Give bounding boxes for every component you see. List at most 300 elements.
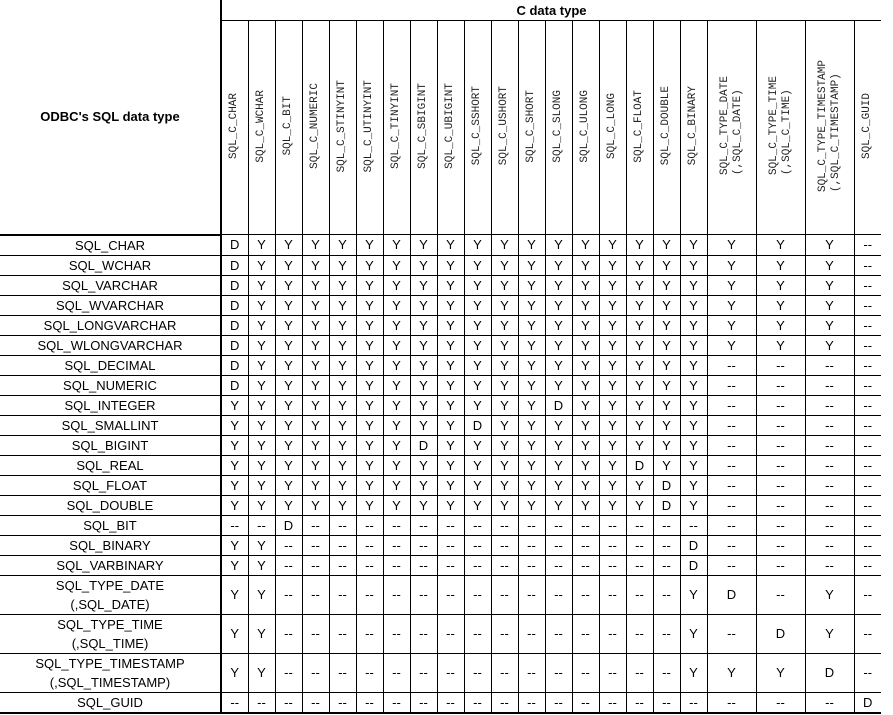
table-cell: --	[805, 435, 854, 455]
table-row	[0, 235, 881, 256]
table-cell: Y	[464, 435, 491, 455]
table-cell: Y	[248, 335, 275, 355]
table-cell: Y	[437, 435, 464, 455]
table-cell: Y	[680, 375, 707, 395]
table-cell: Y	[383, 355, 410, 375]
table-cell: Y	[518, 395, 545, 415]
table-cell: --	[599, 692, 626, 713]
row-label: SQL_TYPE_TIMESTAMP (,SQL_TIMESTAMP)	[0, 653, 221, 692]
table-cell: Y	[302, 315, 329, 335]
table-cell: Y	[518, 375, 545, 395]
table-cell: --	[854, 295, 881, 315]
column-header-label: SQL_C_CHAR	[228, 92, 241, 159]
table-cell: --	[275, 575, 302, 614]
table-cell: Y	[572, 495, 599, 515]
table-row	[0, 255, 881, 275]
table-cell: Y	[302, 375, 329, 395]
table-cell: --	[383, 692, 410, 713]
table-cell: Y	[356, 475, 383, 495]
table-cell: --	[653, 515, 680, 535]
table-cell: --	[572, 555, 599, 575]
table-cell: Y	[572, 295, 599, 315]
table-cell: --	[756, 355, 805, 375]
table-cell: --	[491, 653, 518, 692]
table-cell: Y	[680, 435, 707, 455]
table-cell: Y	[356, 235, 383, 256]
table-cell: --	[572, 614, 599, 653]
table-cell: Y	[248, 495, 275, 515]
table-cell: Y	[545, 495, 572, 515]
table-cell: Y	[572, 375, 599, 395]
table-cell: Y	[680, 415, 707, 435]
table-cell: Y	[275, 255, 302, 275]
table-cell: --	[329, 515, 356, 535]
table-cell: Y	[383, 435, 410, 455]
table-cell: --	[302, 515, 329, 535]
table-cell: Y	[599, 255, 626, 275]
table-cell: Y	[329, 495, 356, 515]
table-cell: --	[572, 653, 599, 692]
column-header-label: SQL_C_NUMERIC	[309, 83, 321, 169]
table-cell: Y	[410, 335, 437, 355]
table-cell: --	[464, 614, 491, 653]
table-cell: Y	[302, 295, 329, 315]
table-cell: --	[356, 614, 383, 653]
column-header-label: SQL_C_SBIGINT	[417, 83, 429, 169]
table-cell: --	[248, 692, 275, 713]
table-cell: Y	[383, 395, 410, 415]
table-cell: --	[410, 555, 437, 575]
table-cell: --	[302, 535, 329, 555]
table-cell: --	[626, 575, 653, 614]
table-cell: --	[275, 614, 302, 653]
table-cell: Y	[383, 255, 410, 275]
table-cell: Y	[410, 455, 437, 475]
table-cell: Y	[599, 355, 626, 375]
table-cell: --	[854, 515, 881, 535]
table-cell: --	[329, 535, 356, 555]
table-row	[0, 475, 881, 495]
table-cell: Y	[437, 235, 464, 256]
table-cell: Y	[410, 395, 437, 415]
column-header	[464, 21, 491, 235]
table-cell: Y	[302, 355, 329, 375]
table-cell: D	[545, 395, 572, 415]
table-row	[0, 495, 881, 515]
table-cell: --	[854, 614, 881, 653]
table-cell: --	[248, 515, 275, 535]
table-cell: Y	[805, 315, 854, 335]
table-cell: --	[626, 653, 653, 692]
table-cell: --	[756, 475, 805, 495]
table-cell: --	[545, 692, 572, 713]
table-cell: --	[491, 614, 518, 653]
table-cell: Y	[275, 455, 302, 475]
table-cell: D	[680, 535, 707, 555]
table-cell: --	[626, 535, 653, 555]
table-cell: Y	[248, 295, 275, 315]
table-cell: --	[854, 435, 881, 455]
table-cell: --	[626, 692, 653, 713]
table-cell: Y	[626, 375, 653, 395]
table-cell: --	[599, 555, 626, 575]
table-cell: Y	[599, 275, 626, 295]
table-cell: Y	[518, 275, 545, 295]
row-label: SQL_WLONGVARCHAR	[0, 335, 221, 355]
table-cell: --	[756, 535, 805, 555]
table-cell: Y	[275, 355, 302, 375]
table-cell: Y	[464, 455, 491, 475]
column-header-label: SQL_C_GUID	[861, 92, 874, 159]
table-cell: Y	[680, 315, 707, 335]
table-cell: --	[464, 555, 491, 575]
table-cell: Y	[599, 495, 626, 515]
table-cell: Y	[356, 455, 383, 475]
table-cell: Y	[221, 475, 248, 495]
table-cell: Y	[805, 295, 854, 315]
table-cell: Y	[680, 455, 707, 475]
table-cell: D	[707, 575, 756, 614]
column-header	[491, 21, 518, 235]
column-header	[275, 21, 302, 235]
table-cell: Y	[805, 335, 854, 355]
table-cell: Y	[248, 535, 275, 555]
column-header-label: SQL_C_SSHORT	[471, 86, 483, 166]
table-cell: Y	[491, 255, 518, 275]
table-cell: --	[410, 575, 437, 614]
table-cell: Y	[356, 375, 383, 395]
table-cell: Y	[491, 295, 518, 315]
table-row	[0, 653, 881, 692]
table-cell: Y	[329, 275, 356, 295]
table-cell: Y	[302, 235, 329, 256]
table-cell: --	[854, 255, 881, 275]
table-cell: --	[329, 692, 356, 713]
table-cell: Y	[437, 395, 464, 415]
table-cell: --	[329, 614, 356, 653]
table-cell: Y	[707, 295, 756, 315]
table-cell: Y	[626, 315, 653, 335]
table-cell: Y	[599, 475, 626, 495]
table-cell: --	[437, 614, 464, 653]
table-cell: --	[854, 395, 881, 415]
table-cell: Y	[518, 335, 545, 355]
table-cell: --	[599, 575, 626, 614]
table-cell: Y	[221, 555, 248, 575]
table-cell: Y	[221, 455, 248, 475]
table-cell: D	[854, 692, 881, 713]
table-cell: --	[410, 614, 437, 653]
table-cell: Y	[707, 275, 756, 295]
table-cell: D	[221, 255, 248, 275]
table-cell: Y	[599, 335, 626, 355]
table-cell: Y	[464, 315, 491, 335]
table-cell: Y	[653, 375, 680, 395]
column-header-label: SQL_C_UBIGINT	[444, 83, 456, 169]
table-cell: Y	[518, 355, 545, 375]
row-label: SQL_BIT	[0, 515, 221, 535]
table-cell: Y	[680, 395, 707, 415]
table-cell: --	[383, 515, 410, 535]
table-cell: Y	[756, 653, 805, 692]
table-cell: Y	[221, 575, 248, 614]
table-cell: --	[805, 455, 854, 475]
table-cell: Y	[545, 355, 572, 375]
column-header	[545, 21, 572, 235]
table-cell: --	[437, 653, 464, 692]
row-label: SQL_TYPE_DATE (,SQL_DATE)	[0, 575, 221, 614]
table-cell: --	[518, 575, 545, 614]
table-cell: --	[707, 614, 756, 653]
table-cell: D	[221, 275, 248, 295]
table-cell: --	[545, 614, 572, 653]
table-cell: --	[626, 555, 653, 575]
table-cell: --	[707, 475, 756, 495]
table-cell: --	[854, 235, 881, 256]
row-label: SQL_SMALLINT	[0, 415, 221, 435]
table-cell: Y	[545, 315, 572, 335]
table-cell: Y	[248, 475, 275, 495]
table-cell: --	[805, 535, 854, 555]
table-cell: Y	[221, 415, 248, 435]
table-cell: --	[302, 575, 329, 614]
table-cell: Y	[545, 235, 572, 256]
table-cell: Y	[221, 653, 248, 692]
table-cell: --	[626, 515, 653, 535]
table-cell: --	[275, 555, 302, 575]
table-cell: Y	[599, 395, 626, 415]
column-header	[356, 21, 383, 235]
table-cell: --	[545, 653, 572, 692]
table-cell: --	[653, 692, 680, 713]
table-cell: Y	[626, 235, 653, 256]
table-cell: Y	[437, 355, 464, 375]
column-header-label: SQL_C_DOUBLE	[660, 86, 672, 166]
column-header	[572, 21, 599, 235]
table-cell: --	[464, 692, 491, 713]
table-cell: --	[707, 515, 756, 535]
table-cell: --	[464, 515, 491, 535]
table-cell: --	[356, 692, 383, 713]
column-header	[653, 21, 680, 235]
table-cell: --	[854, 275, 881, 295]
table-cell: Y	[356, 395, 383, 415]
column-header-label: SQL_C_BINARY	[687, 86, 699, 166]
table-cell: --	[680, 692, 707, 713]
table-cell: --	[854, 355, 881, 375]
table-cell: Y	[707, 335, 756, 355]
column-header-label: SQL_C_UTINYINT	[363, 79, 375, 173]
table-cell: Y	[756, 235, 805, 256]
table-cell: Y	[275, 295, 302, 315]
table-cell: --	[805, 395, 854, 415]
table-cell: Y	[275, 475, 302, 495]
table-cell: Y	[599, 235, 626, 256]
table-cell: Y	[329, 395, 356, 415]
table-cell: --	[599, 614, 626, 653]
table-cell: --	[356, 653, 383, 692]
table-cell: Y	[626, 395, 653, 415]
table-cell: Y	[410, 415, 437, 435]
table-cell: Y	[680, 475, 707, 495]
column-header	[518, 21, 545, 235]
table-cell: Y	[572, 275, 599, 295]
table-cell: --	[518, 692, 545, 713]
row-label: SQL_WVARCHAR	[0, 295, 221, 315]
table-cell: Y	[626, 495, 653, 515]
table-cell: Y	[626, 475, 653, 495]
table-cell: --	[756, 555, 805, 575]
column-header	[437, 21, 464, 235]
table-cell: --	[854, 535, 881, 555]
table-cell: Y	[707, 315, 756, 335]
table-cell: Y	[491, 275, 518, 295]
table-cell: --	[275, 653, 302, 692]
table-cell: --	[707, 435, 756, 455]
table-cell: --	[383, 614, 410, 653]
table-cell: Y	[626, 415, 653, 435]
table-cell: Y	[680, 235, 707, 256]
table-cell: Y	[329, 375, 356, 395]
table-cell: Y	[437, 255, 464, 275]
table-cell: Y	[410, 315, 437, 335]
table-cell: --	[707, 455, 756, 475]
table-cell: Y	[302, 475, 329, 495]
table-row	[0, 395, 881, 415]
row-label: SQL_TYPE_TIME (,SQL_TIME)	[0, 614, 221, 653]
table-cell: Y	[464, 495, 491, 515]
table-cell: --	[410, 515, 437, 535]
table-cell: --	[356, 515, 383, 535]
table-cell: Y	[329, 315, 356, 335]
table-cell: Y	[653, 275, 680, 295]
table-cell: Y	[572, 395, 599, 415]
table-cell: Y	[464, 475, 491, 495]
table-cell: Y	[464, 255, 491, 275]
column-header	[410, 21, 437, 235]
table-cell: --	[756, 575, 805, 614]
table-cell: Y	[518, 495, 545, 515]
table-row	[0, 295, 881, 315]
table-cell: --	[572, 575, 599, 614]
row-header-label: ODBC's SQL data type	[0, 0, 221, 235]
table-cell: --	[464, 575, 491, 614]
table-cell: Y	[626, 355, 653, 375]
table-cell: Y	[756, 295, 805, 315]
table-cell: Y	[545, 255, 572, 275]
table-cell: --	[854, 315, 881, 335]
table-cell: Y	[756, 275, 805, 295]
table-cell: Y	[437, 315, 464, 335]
table-cell: Y	[356, 255, 383, 275]
column-header	[756, 21, 805, 235]
column-header-label: SQL_C_FLOAT	[633, 89, 645, 163]
table-cell: Y	[329, 335, 356, 355]
table-cell: --	[437, 535, 464, 555]
table-cell: --	[707, 355, 756, 375]
table-cell: --	[410, 692, 437, 713]
table-cell: --	[854, 415, 881, 435]
table-cell: D	[756, 614, 805, 653]
column-header-label: SQL_C_LONG	[606, 92, 618, 159]
table-cell: Y	[545, 435, 572, 455]
table-cell: --	[275, 692, 302, 713]
table-cell: D	[221, 315, 248, 335]
table-cell: --	[302, 653, 329, 692]
table-cell: Y	[572, 455, 599, 475]
table-cell: --	[756, 455, 805, 475]
table-cell: --	[805, 355, 854, 375]
table-cell: Y	[572, 315, 599, 335]
table-cell: --	[329, 555, 356, 575]
table-cell: Y	[383, 235, 410, 256]
row-label: SQL_DECIMAL	[0, 355, 221, 375]
table-cell: D	[221, 295, 248, 315]
table-cell: Y	[383, 455, 410, 475]
table-cell: --	[707, 395, 756, 415]
table-cell: --	[599, 535, 626, 555]
row-label: SQL_LONGVARCHAR	[0, 315, 221, 335]
table-cell: Y	[491, 495, 518, 515]
table-cell: --	[599, 515, 626, 535]
column-header	[626, 21, 653, 235]
table-cell: Y	[626, 435, 653, 455]
table-cell: Y	[491, 235, 518, 256]
table-cell: Y	[248, 355, 275, 375]
table-cell: Y	[599, 435, 626, 455]
table-cell: Y	[491, 375, 518, 395]
table-cell: Y	[410, 495, 437, 515]
table-cell: Y	[756, 335, 805, 355]
table-cell: Y	[545, 415, 572, 435]
table-cell: Y	[383, 295, 410, 315]
table-cell: Y	[248, 653, 275, 692]
table-cell: --	[653, 535, 680, 555]
table-cell: Y	[572, 355, 599, 375]
column-header	[302, 21, 329, 235]
table-cell: Y	[437, 295, 464, 315]
row-label: SQL_INTEGER	[0, 395, 221, 415]
table-cell: Y	[653, 395, 680, 415]
table-cell: --	[383, 535, 410, 555]
table-cell: Y	[653, 295, 680, 315]
column-header	[329, 21, 356, 235]
table-row	[0, 515, 881, 535]
table-cell: Y	[464, 375, 491, 395]
table-cell: Y	[356, 355, 383, 375]
table-row	[0, 535, 881, 555]
table-cell: Y	[275, 375, 302, 395]
table-cell: Y	[356, 295, 383, 315]
table-cell: --	[221, 692, 248, 713]
column-header	[707, 21, 756, 235]
table-cell: Y	[221, 614, 248, 653]
table-cell: D	[464, 415, 491, 435]
table-cell: Y	[329, 235, 356, 256]
table-cell: Y	[756, 255, 805, 275]
table-cell: Y	[491, 395, 518, 415]
table-cell: Y	[680, 614, 707, 653]
table-cell: Y	[221, 435, 248, 455]
table-cell: Y	[464, 235, 491, 256]
table-row	[0, 614, 881, 653]
table-cell: --	[805, 692, 854, 713]
table-cell: Y	[572, 235, 599, 256]
table-cell: --	[491, 515, 518, 535]
table-cell: --	[653, 555, 680, 575]
table-cell: --	[756, 495, 805, 515]
row-label: SQL_VARCHAR	[0, 275, 221, 295]
